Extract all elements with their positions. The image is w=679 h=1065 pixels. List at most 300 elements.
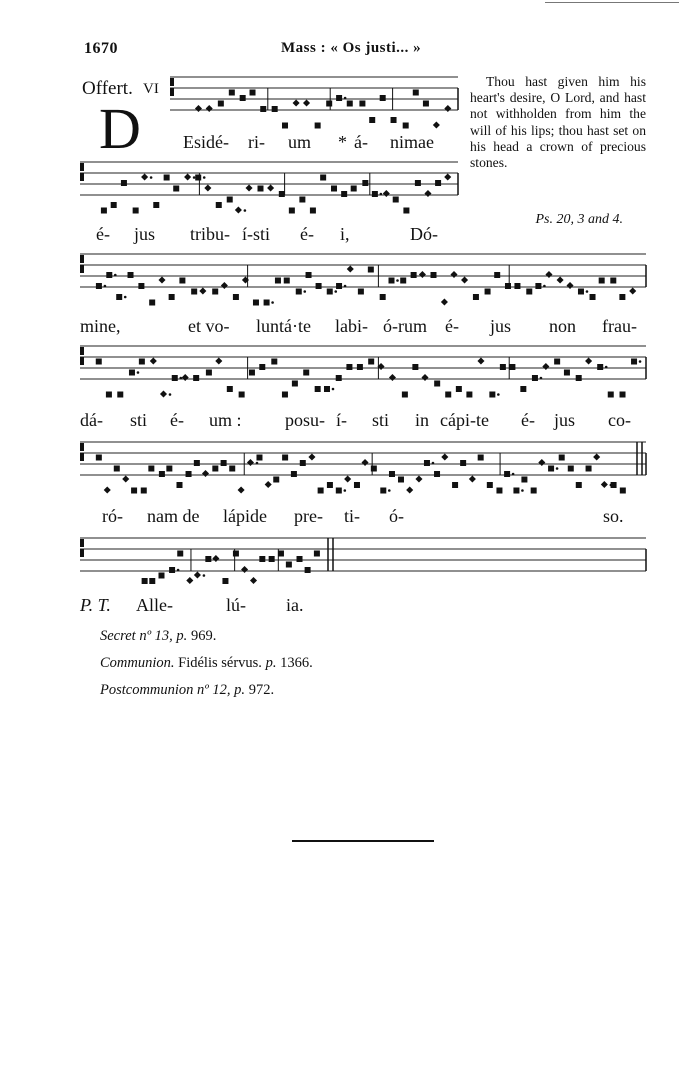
lyric-syllable: um : [209, 410, 242, 430]
square-note [478, 455, 484, 461]
square-note [347, 101, 353, 107]
square-note [106, 392, 112, 398]
lyric-syllable: í- [336, 410, 347, 430]
square-note [275, 278, 281, 284]
square-note [532, 375, 538, 381]
square-note [611, 482, 617, 488]
rhombus-note [389, 374, 396, 381]
square-note [216, 202, 222, 208]
square-note [346, 364, 352, 370]
rhombus-note [421, 374, 428, 381]
square-note [249, 370, 255, 376]
dot [388, 489, 391, 492]
rhombus-note [303, 99, 310, 106]
square-note [282, 455, 288, 461]
rhombus-note [235, 206, 242, 213]
square-note [351, 186, 357, 192]
square-note [513, 488, 519, 494]
square-note [504, 471, 510, 477]
rhombus-note [215, 357, 222, 364]
square-note [327, 289, 333, 295]
square-note [179, 278, 185, 284]
square-note [282, 392, 288, 398]
square-note [494, 272, 500, 278]
square-note [101, 208, 107, 214]
square-note [466, 392, 472, 398]
square-note [631, 359, 637, 365]
square-note [173, 186, 179, 192]
square-note [520, 386, 526, 392]
dot [104, 285, 107, 288]
square-note [169, 567, 175, 573]
square-note [149, 300, 155, 306]
c-clef [80, 539, 84, 547]
lyric-syllable: é- [445, 316, 459, 336]
lyric-syllable: posu- [285, 410, 325, 430]
rhombus-note [267, 184, 274, 191]
dot [344, 97, 347, 100]
lyric-syllable: et vo- [188, 316, 230, 336]
lyric-syllable: ia. [286, 595, 304, 615]
square-note [391, 117, 397, 123]
square-note [400, 278, 406, 284]
dot [271, 301, 274, 304]
rhombus-note [444, 173, 451, 180]
rhombus-note [195, 105, 202, 112]
square-note [212, 466, 218, 472]
rhombus-note [593, 453, 600, 460]
square-note [578, 289, 584, 295]
square-note [193, 375, 199, 381]
square-note [620, 392, 626, 398]
rhombus-note [461, 276, 468, 283]
dot [344, 285, 347, 288]
square-note [496, 488, 502, 494]
square-note [403, 208, 409, 214]
rhombus-note [424, 190, 431, 197]
dot [244, 209, 247, 212]
square-note [509, 364, 515, 370]
rhombus-note [212, 555, 219, 562]
square-note [336, 95, 342, 101]
lyric-syllable: tribu- [190, 224, 230, 244]
square-note [264, 300, 270, 306]
square-note [133, 208, 139, 214]
square-note [393, 197, 399, 203]
square-note [369, 117, 375, 123]
square-note [229, 466, 235, 472]
square-note [403, 123, 409, 129]
c-clef [80, 453, 84, 461]
square-note [284, 278, 290, 284]
communion-reference [100, 655, 313, 672]
c-clef [80, 163, 84, 171]
square-note [292, 381, 298, 387]
square-note [402, 392, 408, 398]
square-note [318, 488, 324, 494]
lyric-syllable: jus [134, 224, 156, 244]
square-note [253, 300, 259, 306]
square-note [576, 482, 582, 488]
square-note [548, 466, 554, 472]
c-clef [170, 88, 174, 96]
rhombus-note [441, 298, 448, 305]
psalm-reference: Ps. 20, 3 and 4. [535, 212, 623, 227]
square-note [610, 278, 616, 284]
rhombus-note [204, 184, 211, 191]
square-note [141, 488, 147, 494]
square-note [129, 370, 135, 376]
postcommunion-label: Postcommunion nº 12, p. [100, 682, 246, 698]
square-note [191, 289, 197, 295]
rhombus-note [221, 282, 228, 289]
square-note [259, 556, 265, 562]
square-note [310, 208, 316, 214]
c-clef [80, 443, 84, 451]
rhombus-note [406, 486, 413, 493]
square-note [239, 392, 245, 398]
square-note [413, 90, 419, 96]
square-note [233, 294, 239, 300]
square-note [341, 191, 347, 197]
lyric-syllable: pre- [294, 506, 323, 526]
square-note [564, 370, 570, 376]
dot [256, 462, 259, 465]
square-note [331, 186, 337, 192]
square-note [106, 272, 112, 278]
rhombus-note [542, 363, 549, 370]
square-note [576, 375, 582, 381]
dot [114, 274, 117, 277]
square-note [389, 278, 395, 284]
square-note [456, 386, 462, 392]
square-note [260, 106, 266, 112]
square-note [412, 364, 418, 370]
lyric-syllable: ri- [248, 132, 265, 152]
square-note [128, 272, 134, 278]
rhombus-note [347, 265, 354, 272]
square-note [240, 95, 246, 101]
lyric-syllable: é- [521, 410, 535, 430]
dot [605, 366, 608, 369]
rhombus-note [415, 475, 422, 482]
square-note [380, 294, 386, 300]
square-note [194, 460, 200, 466]
square-note [111, 202, 117, 208]
dot [432, 462, 435, 465]
rhombus-note [199, 287, 206, 294]
square-note [435, 180, 441, 186]
square-note [131, 488, 137, 494]
lyric-syllable: non [549, 316, 576, 336]
square-note [424, 460, 430, 466]
postcommunion-reference [100, 682, 274, 699]
square-note [505, 283, 511, 289]
square-note [452, 482, 458, 488]
square-note [620, 488, 626, 494]
rhombus-note [477, 357, 484, 364]
square-note [597, 364, 603, 370]
rhombus-note [545, 271, 552, 278]
square-note [500, 364, 506, 370]
lyric-syllable: mine, [80, 316, 121, 336]
square-note [415, 180, 421, 186]
square-note [279, 191, 285, 197]
dot [396, 279, 399, 282]
square-note [176, 482, 182, 488]
square-note [233, 551, 239, 557]
rhombus-note [450, 271, 457, 278]
secret-label: Secret nº 13, p. [100, 628, 188, 644]
square-note [172, 375, 178, 381]
square-note [300, 460, 306, 466]
lyric-syllable: cápi-te [440, 410, 489, 430]
lyric-syllable: in [415, 410, 430, 430]
lyric-syllable: lú- [226, 595, 246, 615]
rhombus-note [104, 486, 111, 493]
lyric-syllable: dá- [80, 410, 103, 430]
rhombus-note [150, 357, 157, 364]
square-note [608, 392, 614, 398]
square-note [121, 180, 127, 186]
english-translation: Thou hast given him his heart's desire, O Lord, and hast not withholden from him the will of his lips; thou hast set on his head a crown of precious stones. [470, 74, 646, 171]
dot [543, 285, 546, 288]
lyric-syllable: sti [372, 410, 390, 430]
square-note [586, 466, 592, 472]
square-note [521, 477, 527, 483]
square-note [514, 283, 520, 289]
dot [203, 176, 206, 179]
lyric-syllable: ró- [102, 506, 123, 526]
secret-reference [100, 628, 216, 645]
rhombus-note [444, 105, 451, 112]
c-clef [170, 78, 174, 86]
square-note [336, 283, 342, 289]
drop-cap-initial: D [99, 96, 141, 161]
lyric-syllable: lápide [223, 506, 267, 526]
postcommunion-page: 972. [248, 682, 275, 698]
square-note [297, 556, 303, 562]
rhombus-note [158, 276, 165, 283]
square-note [296, 289, 302, 295]
rhombus-note [308, 453, 315, 460]
page-number: 1670 [84, 40, 118, 57]
square-note [138, 283, 144, 289]
lyric-syllable: nam de [147, 506, 200, 526]
offertory-label: Offert. [82, 78, 133, 99]
dot [586, 290, 589, 293]
dot [169, 393, 172, 396]
square-note [316, 283, 322, 289]
square-note [359, 101, 365, 107]
dot [521, 489, 524, 492]
square-note [423, 101, 429, 107]
rhombus-note [265, 481, 272, 488]
square-note [398, 477, 404, 483]
square-note [227, 197, 233, 203]
square-note [206, 370, 212, 376]
square-note [434, 381, 440, 387]
mode-numeral: VI [143, 81, 159, 97]
square-note [218, 101, 224, 107]
dot [556, 467, 559, 470]
square-note [326, 101, 332, 107]
square-note [324, 386, 330, 392]
communion-page: 1366. [280, 655, 313, 671]
square-note [186, 471, 192, 477]
lyric-syllable: co- [608, 410, 631, 430]
lyric-syllable: Esidé- [183, 132, 229, 152]
square-note [256, 455, 262, 461]
lyric-syllable: é- [96, 224, 110, 244]
square-note [372, 191, 378, 197]
square-note [354, 482, 360, 488]
square-note [257, 186, 263, 192]
c-clef [80, 357, 84, 365]
square-note [278, 551, 284, 557]
square-note [303, 370, 309, 376]
square-note [164, 175, 170, 181]
square-note [554, 359, 560, 365]
square-note [357, 364, 363, 370]
square-note [299, 197, 305, 203]
lyric-syllable: í-sti [242, 224, 271, 244]
square-note [358, 289, 364, 295]
square-note [269, 556, 275, 562]
lyric-syllable: ó- [389, 506, 404, 526]
dot [179, 377, 182, 380]
rhombus-note [160, 390, 167, 397]
lyric-syllable: frau- [602, 316, 637, 336]
lyric-syllable: i, [340, 224, 350, 244]
square-note [149, 578, 155, 584]
rhombus-note [441, 453, 448, 460]
c-clef [80, 347, 84, 355]
square-note [166, 466, 172, 472]
rhombus-note [601, 481, 608, 488]
square-note [380, 488, 386, 494]
rhombus-note [238, 486, 245, 493]
lyric-syllable: é- [170, 410, 184, 430]
dot [380, 193, 383, 196]
square-note [315, 386, 321, 392]
square-note [117, 392, 123, 398]
square-note [599, 278, 605, 284]
square-note [327, 482, 333, 488]
rhombus-note [141, 173, 148, 180]
rhombus-note [433, 121, 440, 128]
lyric-syllable: sti [130, 410, 148, 430]
lyric-syllable: á- [354, 132, 368, 152]
dot [497, 393, 500, 396]
rhombus-note [293, 99, 300, 106]
square-note [259, 364, 265, 370]
lyric-syllable: ti- [344, 506, 360, 526]
rhombus-note [202, 470, 209, 477]
square-note [389, 471, 395, 477]
square-note [411, 272, 417, 278]
dot [303, 290, 306, 293]
square-note [445, 392, 451, 398]
square-note [320, 175, 326, 181]
dot [334, 290, 337, 293]
dot [512, 473, 515, 476]
lyric-syllable: Dó- [410, 224, 438, 244]
square-note [282, 123, 288, 129]
square-note [559, 455, 565, 461]
rhombus-note [247, 459, 254, 466]
square-note [487, 482, 493, 488]
square-note [273, 477, 279, 483]
dot [137, 371, 140, 374]
square-note [229, 90, 235, 96]
communion-text: Fidélis sérvus. [178, 655, 262, 671]
square-note [336, 488, 342, 494]
square-note [291, 471, 297, 477]
c-clef [80, 549, 84, 557]
square-note [535, 283, 541, 289]
dot [344, 489, 347, 492]
lyric-syllable: nimae [390, 132, 434, 152]
rhombus-note [419, 271, 426, 278]
square-note [380, 95, 386, 101]
square-note [485, 289, 491, 295]
c-clef [80, 265, 84, 273]
secret-page: 969. [190, 628, 217, 644]
square-note [272, 106, 278, 112]
square-note [142, 578, 148, 584]
lyric-syllable: * [338, 132, 347, 152]
square-note [289, 208, 295, 214]
lyric-syllable: jus [490, 316, 512, 336]
rhombus-note [538, 459, 545, 466]
square-note [362, 180, 368, 186]
square-note [96, 455, 102, 461]
square-note [250, 90, 256, 96]
rhombus-note [585, 357, 592, 364]
square-note [473, 294, 479, 300]
square-note [96, 359, 102, 365]
square-note [568, 466, 574, 472]
square-note [286, 562, 292, 568]
square-note [148, 466, 154, 472]
rhombus-note [122, 475, 129, 482]
square-note [590, 294, 596, 300]
dot [540, 377, 543, 380]
dot [193, 176, 196, 179]
square-note [96, 283, 102, 289]
square-note [205, 556, 211, 562]
rhombus-note [250, 577, 257, 584]
dot [332, 388, 335, 391]
rhombus-note [206, 105, 213, 112]
rhombus-note [182, 374, 189, 381]
square-note [212, 289, 218, 295]
rhombus-note [362, 459, 369, 466]
square-note [430, 272, 436, 278]
square-note [434, 471, 440, 477]
dot [639, 360, 642, 363]
square-note [489, 392, 495, 398]
square-note [271, 359, 277, 365]
lyric-syllable: Alle- [136, 595, 173, 615]
square-note [169, 294, 175, 300]
square-note [195, 175, 201, 181]
lyric-syllable: ó-rum [383, 316, 427, 336]
square-note [153, 202, 159, 208]
rhombus-note [241, 566, 248, 573]
c-clef [80, 173, 84, 181]
